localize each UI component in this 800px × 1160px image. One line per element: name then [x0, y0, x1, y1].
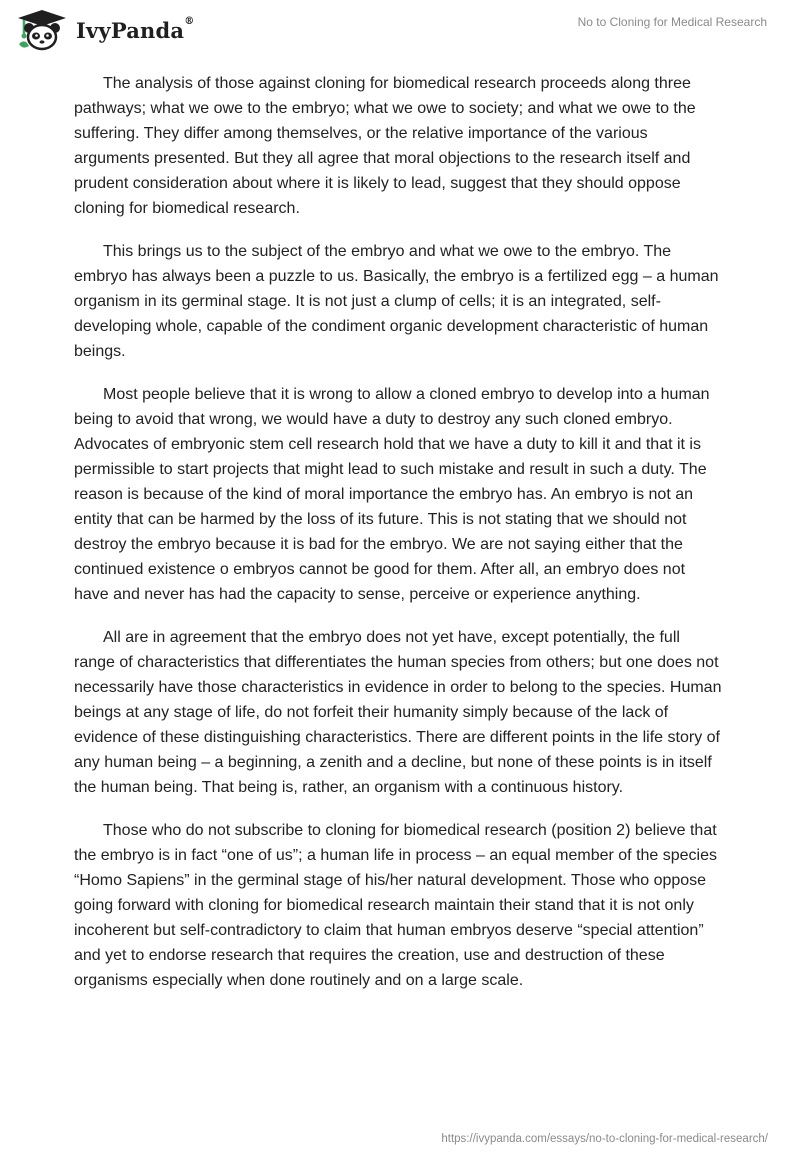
panda-graduate-icon — [14, 8, 70, 52]
paragraph: All are in agreement that the embryo does not yet have, except potentially, the full range of characteristics that differentiates the human species from others; but one does not necessarily have those characteristics in evidence in order to belong to the species. Human beings at any stage of life, do not forfeit their humanity simply because of the lack of evidence of these distinguishing characteristics. There are different points in the life story of any human being – a beginning, a zenith and a decline, but none of these points is in itself the human being. That being is, rather, an organism with a continuous history. — [74, 629, 722, 796]
registered-mark: ® — [184, 15, 195, 27]
essay-body — [74, 71, 724, 1011]
ivypanda-logo[interactable] — [14, 8, 194, 52]
document-title: No to Cloning for Medical Research — [577, 15, 767, 29]
paragraph: Those who do not subscribe to cloning for biomedical research (position 2) believe that the embryo is in fact “one of us”; a human life in process – an equal member of the species “Homo Sapiens” in the germinal stage of his/her natural development. Those who oppose going forward with cloning for biomedical research maintain their stand that it is not only incoherent but self-contradictory to claim that human embryos deserve “special attention” and yet to endorse research that requires the creation, use and destruction of these organisms especially when done routinely and on a large scale. — [74, 822, 717, 989]
brand-name: IvyPanda® — [76, 15, 195, 43]
paragraph: The analysis of those against cloning for biomedical research proceeds along three pathways; what we owe to the embryo; what we owe to society; and what we owe to the suffering. They differ among themselves, or the relative importance of the various arguments presented. But they all agree that moral objections to the research itself and prudent consideration about where it is likely to lead, suggest that they should oppose cloning for biomedical research. — [74, 75, 696, 217]
paragraph: Most people believe that it is wrong to allow a cloned embryo to develop into a human being to avoid that wrong, we would have a duty to destroy any such cloned embryo. Advocates of embryonic stem cell research hold that we have a duty to kill it and that it is permissible to start projects that might lead to such mistake and result in such a duty. The reason is because of the kind of moral importance the embryo has. An embryo is not an entity that can be harmed by the loss of its future. This is not stating that we should not destroy the embryo because it is bad for the embryo. We are not saying either that the continued existence o embryos cannot be good for them. After all, an embryo does not have and never has had the capacity to sense, perceive or experience anything. — [74, 386, 710, 603]
page-header — [0, 0, 800, 60]
paragraph: This brings us to the subject of the embryo and what we owe to the embryo. The embryo has always been a puzzle to us. Basically, the embryo is a fertilized egg – a human organism in its germinal stage. It is not just a clump of cells; it is an integrated, self-developing whole, capable of the condiment organic development characteristic of human beings. — [74, 243, 719, 360]
source-url-link[interactable]: https://ivypanda.com/essays/no-to-cloning-for-medical-research/ — [441, 1133, 768, 1145]
